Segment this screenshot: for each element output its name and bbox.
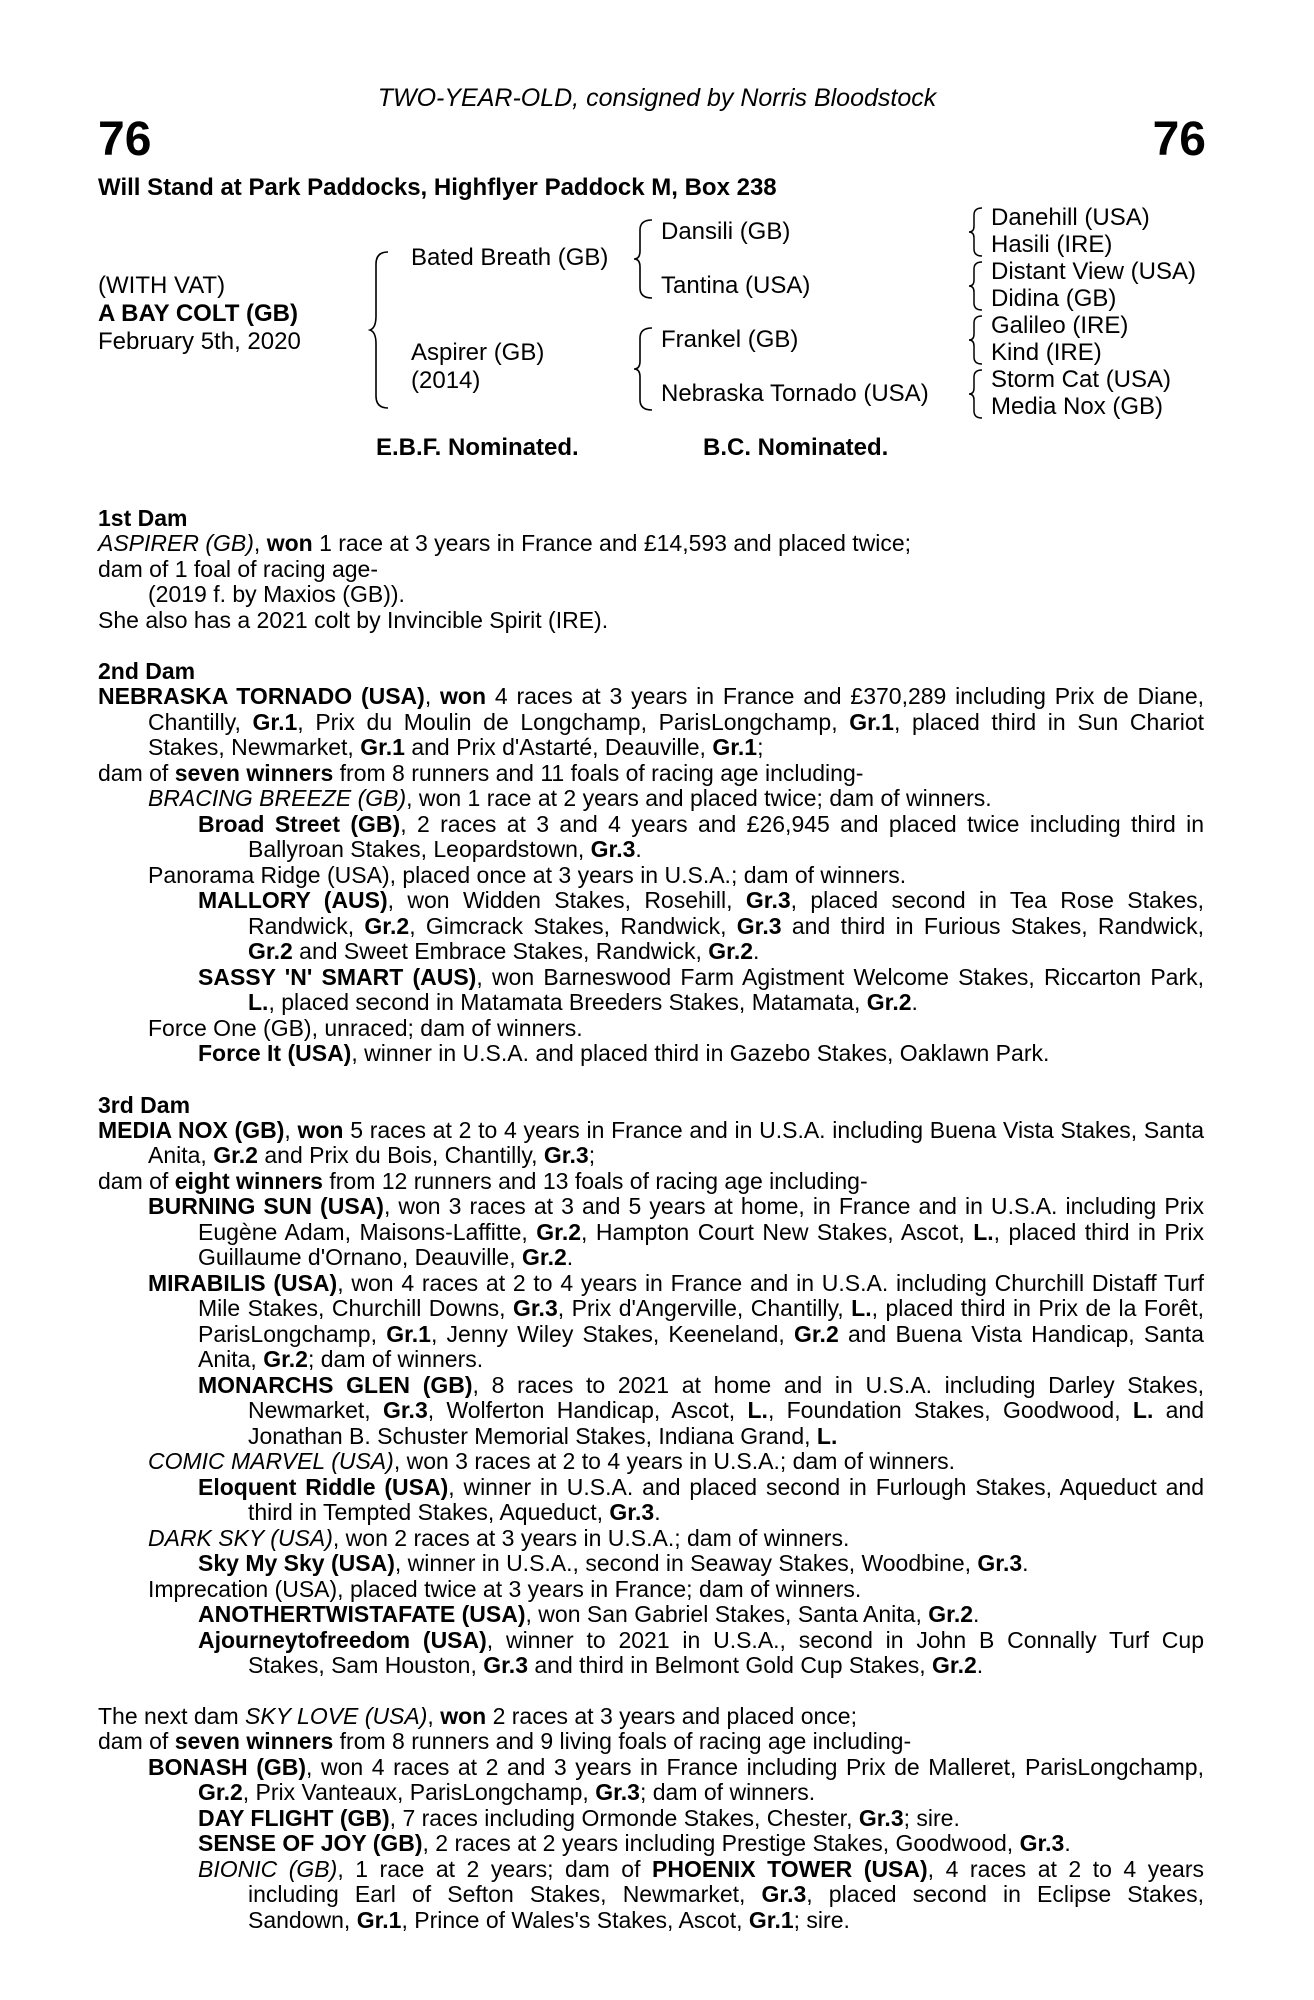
bold-text: seven winners [174, 1728, 334, 1754]
bold-text: SASSY 'N' SMART (AUS) [198, 963, 477, 990]
entry-text: and third in Furious Stakes, Randwick, [781, 912, 1204, 939]
entry-text: Panorama Ridge (USA), placed once at 3 years in U.S.A.; dam of winners. [148, 861, 907, 888]
entry-text: . [753, 938, 760, 964]
pedigree-entry [98, 1831, 1204, 1857]
section-entries [98, 684, 1204, 1067]
entry-text: , Prix du Moulin de Longchamp, ParisLongchamp, [297, 708, 850, 735]
ggdam-1: Hasili (IRE) [991, 231, 1113, 258]
entry-text: , Jenny Wiley Stakes, Keeneland, [430, 1320, 794, 1347]
bold-text: seven winners [174, 759, 334, 786]
ggsire-1: Danehill (USA) [991, 204, 1150, 231]
entry-text: , placed second in Matamata Breeders Stakes, Matamata, [268, 989, 867, 1015]
bold-text: L. [973, 1218, 994, 1245]
entry-text: , Foundation Stakes, Goodwood, [767, 1397, 1133, 1423]
italic-text: ASPIRER (GB) [98, 530, 254, 556]
bold-text: Gr.3 [1019, 1830, 1065, 1856]
dams-dam: Nebraska Tornado (USA) [661, 380, 929, 407]
dams-sire: Frankel (GB) [661, 326, 799, 353]
entry-text: . [635, 836, 642, 862]
pedigree-entry [98, 1602, 1204, 1628]
entry-text: ; sire. [903, 1804, 960, 1831]
bold-text: Gr.3 [543, 1142, 589, 1168]
entry-text: and Prix d'Astarté, Deauville, [404, 734, 713, 760]
sires-sire: Dansili (GB) [661, 218, 791, 245]
entry-text: . [973, 1601, 980, 1627]
entry-text: , 8 races to 2021 at home and in U.S.A. including Darley Stakes, Newmarket, [248, 1371, 1204, 1423]
entry-text: She also has a 2021 colt by Invincible Spirit (IRE). [98, 606, 609, 633]
entry-text: , 1 race at 2 years; dam of [337, 1855, 653, 1882]
bold-text: Gr.3 [512, 1295, 558, 1321]
entry-text: , 7 races including Ormonde Stakes, Chester, [389, 1804, 859, 1831]
bold-text: BONASH (GB) [148, 1753, 307, 1780]
brace-g2 [967, 260, 985, 312]
pedigree-entry [98, 1755, 1204, 1806]
bold-text: eight winners [174, 1167, 323, 1194]
sires-dam: Tantina (USA) [661, 272, 811, 299]
entry-text: (2019 f. by Maxios (GB)). [148, 581, 405, 607]
dam-name: Aspirer (GB) [411, 339, 545, 366]
pedigree-entry [98, 1041, 1204, 1067]
entry-text: and third in Belmont Gold Cup Stakes, [528, 1652, 932, 1678]
ggdam-2: Didina (GB) [991, 285, 1117, 312]
bold-text: Gr.3 [858, 1804, 904, 1831]
brace-dam-parents [632, 326, 656, 412]
entry-text: , winner to 2021 in U.S.A., second in John B Connally Turf Cup Stakes, Sam Houston, [248, 1626, 1204, 1678]
pedigree-entry [98, 1526, 1204, 1552]
bold-text: MONARCHS GLEN (GB) [198, 1371, 473, 1398]
entry-text: , Prix d'Angerville, Chantilly, [557, 1295, 852, 1321]
dam-section [98, 1092, 1204, 1679]
bold-text: Gr.3 [483, 1652, 528, 1678]
pedigree-entry [98, 1475, 1204, 1526]
entry-text: . [566, 1244, 574, 1270]
entry-text: dam of [98, 1167, 175, 1194]
bold-text: Gr.3 [382, 1397, 428, 1423]
bold-text: Gr.1 [849, 708, 894, 735]
bold-text: L. [1132, 1397, 1154, 1423]
entry-text: , won Widden Stakes, Rosehill, [387, 887, 746, 913]
entry-text: dam of 1 foal of racing age- [98, 555, 378, 582]
dam-section [98, 1704, 1204, 1934]
entry-text: , 2 races at 2 years including Prestige Stakes, Goodwood, [422, 1830, 1020, 1856]
bold-text: Gr.2 [263, 1346, 308, 1372]
bold-text: Gr.2 [928, 1601, 974, 1627]
brace-sire-parents [632, 218, 656, 300]
italic-text: BRACING BREEZE (GB) [148, 785, 407, 811]
bold-text: DAY FLIGHT (GB) [198, 1804, 390, 1831]
entry-text: Force One (GB), unraced; dam of winners. [148, 1014, 583, 1041]
section-heading: 1st Dam [98, 505, 188, 531]
bold-text: Ajourneytofreedom (USA) [198, 1626, 487, 1653]
bold-text: Gr.3 [977, 1550, 1023, 1576]
pedigree-entry [98, 786, 1204, 812]
brace-g1 [967, 206, 985, 258]
brace-g3 [967, 314, 985, 366]
lot-number-right: 76 [1152, 113, 1206, 166]
bold-text: Gr.2 [536, 1218, 582, 1245]
pedigree-entry [98, 1628, 1204, 1679]
pedigree-entry [98, 812, 1204, 863]
bold-text: Gr.2 [213, 1142, 258, 1168]
entry-text: , [424, 683, 441, 709]
bold-text: ANOTHERTWISTAFATE (USA) [198, 1601, 526, 1627]
bold-text: Gr.3 [736, 912, 782, 939]
bold-text: Gr.1 [252, 708, 298, 735]
pedigree-entry [98, 1704, 1204, 1730]
entry-text: ; [757, 734, 764, 760]
entry-text: and Prix du Bois, Chantilly, [257, 1142, 544, 1168]
brace-sire-dam [368, 250, 392, 410]
pedigree-entry [98, 582, 1204, 608]
entry-text: . [654, 1499, 661, 1525]
bold-text: Gr.1 [356, 1906, 402, 1933]
pedigree-entry [98, 863, 1204, 889]
entry-text: , winner in U.S.A. and placed third in Gazebo Stakes, Oaklawn Park. [351, 1040, 1050, 1066]
entry-text: , Hampton Court New Stakes, Ascot, [581, 1218, 974, 1245]
entry-text: dam of [98, 759, 175, 786]
entry-text: 1 race at 3 years in France and £14,593 and placed twice; [312, 530, 912, 556]
bold-text: won [440, 683, 487, 709]
entry-text: , won 2 races at 3 years in U.S.A.; dam of winners. [332, 1524, 850, 1551]
entry-text: ; sire. [793, 1906, 850, 1933]
bold-text: SENSE OF JOY (GB) [198, 1830, 423, 1856]
pedigree-entry [98, 1577, 1204, 1603]
italic-text: DARK SKY (USA) [148, 1524, 333, 1551]
entry-text: , Gimcrack Stakes, Randwick, [409, 912, 737, 939]
bold-text: Gr.2 [522, 1244, 567, 1270]
bold-text: L. [248, 989, 269, 1015]
entry-text: , Prix Vanteaux, ParisLongchamp, [242, 1779, 596, 1805]
entry-text: , placed third in Prix Guillaume d'Ornano, Deauville, [198, 1218, 1204, 1270]
entry-text: , 4 races at 2 to 4 years including Earl of Sefton Stakes, Newmarket, [248, 1855, 1204, 1907]
bold-text: MIRABILIS (USA) [148, 1269, 338, 1296]
pedigree-entry [98, 1857, 1204, 1934]
entry-text: ; dam of winners. [639, 1779, 816, 1805]
italic-text: COMIC MARVEL (USA) [148, 1448, 394, 1474]
entry-text: , placed second in Tea Rose Stakes, Randwick, [248, 887, 1204, 939]
bold-text: Gr.3 [590, 836, 636, 862]
ggdam-4: Media Nox (GB) [991, 393, 1164, 420]
bold-text: Gr.1 [360, 734, 405, 760]
section-heading: 2nd Dam [98, 658, 196, 684]
bold-text: Gr.3 [595, 1779, 640, 1805]
dam-records [98, 480, 1204, 1933]
ggsire-2: Distant View (USA) [991, 258, 1196, 285]
entry-text: 4 races at 3 years in France and £370,289 including Prix de Diane, Chantilly, [148, 683, 1205, 735]
bold-text: L. [851, 1295, 872, 1321]
italic-text: BIONIC (GB) [198, 1855, 338, 1882]
entry-text: , placed third in Prix de la Forêt, ParisLongchamp, [198, 1295, 1204, 1347]
entry-text: ; dam of winners. [307, 1346, 484, 1372]
entry-text: ; [588, 1142, 596, 1168]
entry-text: and Sweet Embrace Stakes, Randwick, [292, 938, 709, 964]
entry-text: , won 4 races at 2 and 3 years in France including Prix de Malleret, ParisLongchamp, [306, 1753, 1204, 1780]
dam-foaled-year: (2014) [411, 367, 481, 394]
pedigree-entry [98, 1449, 1204, 1475]
lot-number-left: 76 [98, 113, 152, 166]
bold-text: NEBRASKA TORNADO (USA) [98, 683, 425, 709]
entry-text: , placed second in Eclipse Stakes, Sandown, [248, 1881, 1204, 1933]
entry-text: and Jonathan B. Schuster Memorial Stakes, Indiana Grand, [248, 1397, 1204, 1449]
ggdam-3: Kind (IRE) [991, 339, 1102, 366]
pedigree-entry [98, 1118, 1204, 1169]
entry-text: , Prince of Wales's Stakes, Ascot, [401, 1906, 749, 1933]
pedigree-entry [98, 761, 1204, 787]
entry-text: from 8 runners and 11 foals of racing age including- [333, 759, 864, 786]
catalogue-subtitle: TWO-YEAR-OLD, consigned by Norris Bloodstock [377, 84, 937, 112]
entry-text: . [976, 1652, 984, 1678]
bold-text: MALLORY (AUS) [198, 887, 388, 913]
pedigree-entry [98, 1806, 1204, 1832]
pedigree-entry [98, 684, 1204, 761]
dam-section [98, 505, 1204, 633]
bold-text: Gr.2 [793, 1320, 839, 1347]
entry-text: Imprecation (USA), placed twice at 3 years in France; dam of winners. [148, 1575, 862, 1602]
bold-text: Gr.2 [364, 912, 410, 939]
bold-text: Gr.3 [609, 1499, 655, 1525]
vat-note: (WITH VAT) [98, 272, 226, 299]
entry-text: from 8 runners and 9 living foals of racing age including- [333, 1728, 912, 1754]
bold-text: PHOENIX TOWER (USA) [652, 1855, 928, 1882]
bold-text: Gr.2 [198, 1779, 243, 1805]
bold-text: Broad Street (GB) [198, 810, 401, 837]
ggsire-3: Galileo (IRE) [991, 312, 1129, 339]
entry-text: and Buena Vista Handicap, Santa Anita, [198, 1320, 1204, 1372]
pedigree-entry [98, 608, 1204, 634]
bold-text: Force It (USA) [198, 1040, 352, 1066]
bold-text: won [297, 1116, 344, 1143]
section-heading: 3rd Dam [98, 1091, 191, 1118]
entry-text: , 2 races at 3 and 4 years and £26,945 and placed twice including third in Ballyroan Stakes, Leopardstown, [248, 810, 1204, 862]
section-entries [98, 1704, 1204, 1934]
entry-text: , won 3 races at 2 to 4 years in U.S.A.; dam of winners. [393, 1448, 956, 1474]
bold-text: Gr.1 [712, 734, 758, 760]
pedigree-entry [98, 1194, 1204, 1271]
bold-text: L. [816, 1422, 838, 1449]
ggsire-4: Storm Cat (USA) [991, 366, 1172, 393]
bold-text: won [266, 530, 313, 556]
pedigree-entry [98, 557, 1204, 583]
entry-text: . [1064, 1830, 1071, 1856]
entry-text: , won 4 races at 2 to 4 years in France and in U.S.A. including Churchill Distaff Turf Mile Stakes, Churchill Downs, [198, 1269, 1204, 1321]
entry-text: , won San Gabriel Stakes, Santa Anita, [525, 1601, 929, 1627]
entry-text: 5 races at 2 to 4 years in France and in U.S.A. including Buena Vista Stakes, Santa Anita, [148, 1116, 1204, 1168]
pedigree-entry [98, 888, 1204, 965]
ebf-nomination: E.B.F. Nominated. [376, 434, 579, 461]
entry-text: , [427, 1702, 441, 1729]
entry-text: , [253, 530, 267, 556]
pedigree-entry [98, 1373, 1204, 1450]
entry-text: from 12 runners and 13 foals of racing age including- [322, 1167, 868, 1194]
bold-text: Gr.1 [748, 1906, 794, 1933]
pedigree-entry [98, 1551, 1204, 1577]
bold-text: Gr.2 [708, 938, 754, 964]
bold-text: L. [747, 1397, 768, 1423]
entry-text: . [911, 989, 918, 1015]
bold-text: Gr.2 [932, 1652, 977, 1678]
bold-text: Eloquent Riddle (USA) [198, 1473, 449, 1500]
pedigree-entry [98, 531, 1204, 557]
italic-text: SKY LOVE (USA) [245, 1702, 428, 1729]
brace-g4 [967, 368, 985, 420]
entry-text: , won 1 race at 2 years and placed twice; dam of winners. [406, 785, 992, 811]
entry-text: , winner in U.S.A. and placed second in Furlough Stakes, Aqueduct and third in Tempted Stakes, Aqueduct, [248, 1473, 1204, 1525]
pedigree-entry [98, 965, 1204, 1016]
bold-text: Sky My Sky (USA) [198, 1550, 395, 1576]
entry-text: , won Barneswood Farm Agistment Welcome Stakes, Riccarton Park, [476, 963, 1204, 990]
bold-text: Gr.3 [761, 1881, 807, 1907]
subject-name: A BAY COLT (GB) [98, 300, 299, 327]
entry-text: , [284, 1116, 298, 1143]
entry-text: dam of [98, 1728, 175, 1754]
bold-text: Gr.3 [745, 887, 791, 913]
stand-location: Will Stand at Park Paddocks, Highflyer Paddock M, Box 238 [98, 174, 777, 201]
entry-text: , winner in U.S.A., second in Seaway Stakes, Woodbine, [394, 1550, 978, 1576]
bold-text: Gr.2 [248, 938, 293, 964]
foaling-date: February 5th, 2020 [98, 328, 301, 355]
entry-text: , won 3 races at 3 and 5 years at home, in France and in U.S.A. including Prix Eugène Adam, Maisons-Laffitte, [198, 1193, 1204, 1245]
bold-text: Gr.2 [866, 989, 912, 1015]
bold-text: MEDIA NOX (GB) [98, 1116, 285, 1143]
entry-text: , Wolferton Handicap, Ascot, [427, 1397, 748, 1423]
entry-text: The next dam [98, 1702, 246, 1729]
pedigree-entry [98, 1169, 1204, 1195]
pedigree-entry [98, 1271, 1204, 1373]
section-entries [98, 1118, 1204, 1679]
section-entries [98, 531, 1204, 633]
pedigree-entry [98, 1729, 1204, 1755]
entry-text: 2 races at 3 years and placed once; [486, 1702, 857, 1729]
bold-text: Gr.1 [386, 1320, 431, 1347]
sire-name: Bated Breath (GB) [411, 244, 609, 271]
dam-section [98, 658, 1204, 1067]
bold-text: BURNING SUN (USA) [148, 1193, 384, 1219]
bold-text: won [440, 1702, 487, 1729]
entry-text: , placed third in Sun Chariot Stakes, Newmarket, [148, 708, 1205, 760]
pedigree-entry [98, 1016, 1204, 1042]
bc-nomination: B.C. Nominated. [703, 434, 889, 461]
entry-text: . [1022, 1550, 1029, 1576]
